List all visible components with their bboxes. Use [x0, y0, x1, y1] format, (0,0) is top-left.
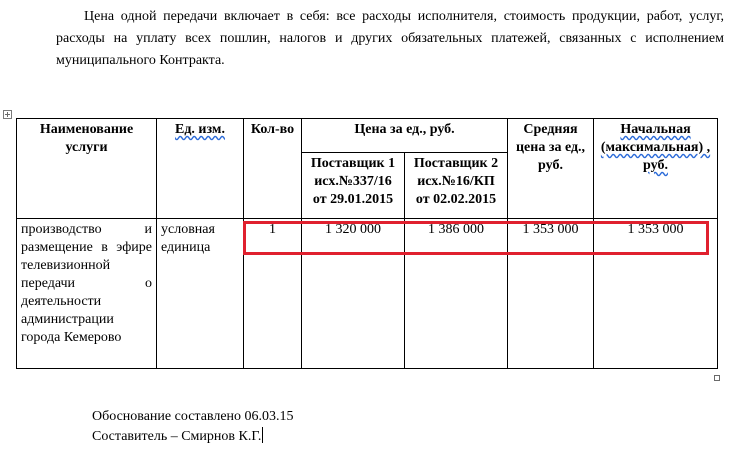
footer-date-line: Обоснование составлено 06.03.15 — [92, 409, 294, 424]
intro-paragraph: Цена одной передачи включает в себя: все расходы исполнителя, стоимость продукции, работ, услуг, расходы на уплату всех пошлин, налогов и других обязательных платежей, связанных с исполнением муниципального Контракта. — [56, 9, 724, 68]
footer-author-line: Составитель – Смирнов К.Г. — [92, 429, 262, 444]
table-row — [17, 219, 718, 369]
cell-unit: условная единица — [157, 219, 244, 369]
header-supplier-2: Поставщик 2 исх.№16/КП от 02.02.2015 — [405, 153, 508, 219]
cell-supplier-1: 1 320 000 — [302, 219, 405, 369]
price-justification-table — [16, 118, 718, 369]
cell-supplier-2: 1 386 000 — [405, 219, 508, 369]
header-qty: Кол-во — [244, 119, 302, 219]
header-max-price: Начальная (максимальная) , руб. — [594, 119, 718, 219]
header-supplier-1: Поставщик 1 исх.№337/16 от 29.01.2015 — [302, 153, 405, 219]
cell-max-price: 1 353 000 — [594, 219, 718, 369]
cell-service: производство и размещение в эфире телевизионной передачи о деятельности администрации города Кемерово — [17, 219, 157, 369]
header-average: Средняя цена за ед., руб. — [508, 119, 594, 219]
header-unit: Ед. изм. — [157, 119, 244, 219]
header-service: Наименование услуги — [17, 119, 157, 219]
cell-qty: 1 — [244, 219, 302, 369]
cell-average: 1 353 000 — [508, 219, 594, 369]
table-header-row — [17, 119, 718, 153]
table-move-handle-icon[interactable] — [3, 110, 12, 119]
header-price-group: Цена за ед., руб. — [302, 119, 508, 153]
table-resize-handle-icon[interactable] — [714, 375, 720, 381]
text-cursor-icon — [262, 427, 263, 443]
footer — [92, 407, 294, 447]
